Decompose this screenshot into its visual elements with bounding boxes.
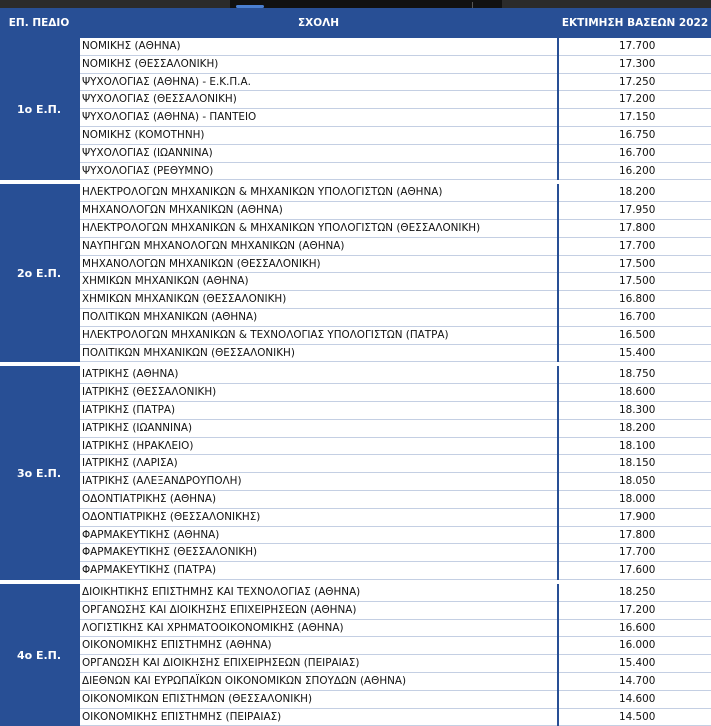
score-cell: 17.950 — [559, 202, 711, 220]
score-cell: 18.200 — [559, 420, 711, 438]
field-group-label: 3ο Ε.Π. — [16, 466, 62, 480]
school-cell: ΔΙΟΙΚΗΤΙΚΗΣ ΕΠΙΣΤΗΜΗΣ ΚΑΙ ΤΕΧΝΟΛΟΓΙΑΣ (ΑΘΗΝΑ) — [80, 584, 557, 602]
score-cell: 18.100 — [559, 438, 711, 456]
score-cell: 18.000 — [559, 491, 711, 509]
school-cell: ΙΑΤΡΙΚΗΣ (ΑΛΕΞΑΝΔΡΟΥΠΟΛΗ) — [80, 473, 557, 491]
school-cell: ΜΗΧΑΝΟΛΟΓΩΝ ΜΗΧΑΝΙΚΩΝ (ΑΘΗΝΑ) — [80, 202, 557, 220]
field-group-label: 1ο Ε.Π. — [16, 102, 62, 116]
score-cell: 17.700 — [559, 238, 711, 256]
school-cell: ΝΟΜΙΚΗΣ (ΑΘΗΝΑ) — [80, 38, 557, 56]
school-cell: ΛΟΓΙΣΤΙΚΗΣ ΚΑΙ ΧΡΗΜΑΤΟΟΙΚΟΝΟΜΙΚΗΣ (ΑΘΗΝΑ) — [80, 620, 557, 638]
school-cell: ΗΛΕΚΤΡΟΛΟΓΩΝ ΜΗΧΑΝΙΚΩΝ & ΜΗΧΑΝΙΚΩΝ ΥΠΟΛΟΓΙΣΤΩΝ (ΑΘΗΝΑ) — [80, 184, 557, 202]
score-cell: 17.200 — [559, 91, 711, 109]
score-cell: 17.500 — [559, 256, 711, 274]
score-cell: 16.800 — [559, 291, 711, 309]
score-cell: 14.600 — [559, 691, 711, 709]
school-cell: ΠΟΛΙΤΙΚΩΝ ΜΗΧΑΝΙΚΩΝ (ΘΕΣΣΑΛΟΝΙΚΗ) — [80, 345, 557, 363]
school-cell: ΧΗΜΙΚΩΝ ΜΗΧΑΝΙΚΩΝ (ΑΘΗΝΑ) — [80, 273, 557, 291]
score-cell: 17.700 — [559, 544, 711, 562]
school-cell: ΟΙΚΟΝΟΜΙΚΗΣ ΕΠΙΣΤΗΜΗΣ (ΑΘΗΝΑ) — [80, 637, 557, 655]
header-field: ΕΠ. ΠΕΔΙΟ — [8, 17, 70, 29]
school-cell: ΟΡΓΑΝΩΣΗΣ ΚΑΙ ΔΙΟΙΚΗΣΗΣ ΕΠΙΧΕΙΡΗΣΕΩΝ (ΑΘΗΝΑ) — [80, 602, 557, 620]
school-cell: ΟΔΟΝΤΙΑΤΡΙΚΗΣ (ΑΘΗΝΑ) — [80, 491, 557, 509]
school-cell: ΝΟΜΙΚΗΣ (ΘΕΣΣΑΛΟΝΙΚΗ) — [80, 56, 557, 74]
score-cell: 16.700 — [559, 309, 711, 327]
score-cell: 17.600 — [559, 562, 711, 580]
score-column — [559, 366, 711, 580]
school-cell: ΦΑΡΜΑΚΕΥΤΙΚΗΣ (ΠΑΤΡΑ) — [80, 562, 557, 580]
top-bar-tab-area — [230, 0, 502, 8]
field-group-label: 2ο Ε.Π. — [16, 266, 62, 280]
school-cell: ΦΑΡΜΑΚΕΥΤΙΚΗΣ (ΘΕΣΣΑΛΟΝΙΚΗ) — [80, 544, 557, 562]
score-cell: 16.500 — [559, 327, 711, 345]
school-cell: ΝΑΥΠΗΓΩΝ ΜΗΧΑΝΟΛΟΓΩΝ ΜΗΧΑΝΙΚΩΝ (ΑΘΗΝΑ) — [80, 238, 557, 256]
school-cell: ΙΑΤΡΙΚΗΣ (ΠΑΤΡΑ) — [80, 402, 557, 420]
field-group — [0, 584, 711, 726]
school-cell: ΜΗΧΑΝΟΛΟΓΩΝ ΜΗΧΑΝΙΚΩΝ (ΘΕΣΣΑΛΟΝΙΚΗ) — [80, 256, 557, 274]
score-cell: 16.200 — [559, 163, 711, 181]
browser-top-bar — [0, 0, 711, 8]
school-cell: ΙΑΤΡΙΚΗΣ (ΛΑΡΙΣΑ) — [80, 455, 557, 473]
score-cell: 17.300 — [559, 56, 711, 74]
school-cell: ΙΑΤΡΙΚΗΣ (ΗΡΑΚΛΕΙΟ) — [80, 438, 557, 456]
score-cell: 17.200 — [559, 602, 711, 620]
school-cell: ΗΛΕΚΤΡΟΛΟΓΩΝ ΜΗΧΑΝΙΚΩΝ & ΜΗΧΑΝΙΚΩΝ ΥΠΟΛΟΓΙΣΤΩΝ (ΘΕΣΣΑΛΟΝΙΚΗ) — [80, 220, 557, 238]
score-cell: 14.700 — [559, 673, 711, 691]
school-cell: ΨΥΧΟΛΟΓΙΑΣ (ΙΩΑΝΝΙΝΑ) — [80, 145, 557, 163]
school-cell: ΨΥΧΟΛΟΓΙΑΣ (ΘΕΣΣΑΛΟΝΙΚΗ) — [80, 91, 557, 109]
score-cell: 16.000 — [559, 637, 711, 655]
school-cell: ΧΗΜΙΚΩΝ ΜΗΧΑΝΙΚΩΝ (ΘΕΣΣΑΛΟΝΙΚΗ) — [80, 291, 557, 309]
score-cell: 18.050 — [559, 473, 711, 491]
school-cell: ΙΑΤΡΙΚΗΣ (ΙΩΑΝΝΙΝΑ) — [80, 420, 557, 438]
school-column — [80, 184, 557, 362]
school-cell: ΦΑΡΜΑΚΕΥΤΙΚΗΣ (ΑΘΗΝΑ) — [80, 527, 557, 545]
score-cell: 16.750 — [559, 127, 711, 145]
score-cell: 18.300 — [559, 402, 711, 420]
score-cell: 17.800 — [559, 220, 711, 238]
table-header — [0, 8, 711, 38]
score-cell: 18.250 — [559, 584, 711, 602]
school-cell: ΟΔΟΝΤΙΑΤΡΙΚΗΣ (ΘΕΣΣΑΛΟΝΙΚΗΣ) — [80, 509, 557, 527]
score-cell: 18.750 — [559, 366, 711, 384]
score-cell: 16.700 — [559, 145, 711, 163]
score-cell: 14.500 — [559, 709, 711, 726]
score-cell: 17.900 — [559, 509, 711, 527]
score-cell: 17.150 — [559, 109, 711, 127]
score-cell: 18.200 — [559, 184, 711, 202]
score-column — [559, 38, 711, 180]
school-cell: ΨΥΧΟΛΟΓΙΑΣ (ΑΘΗΝΑ) - ΠΑΝΤΕΙΟ — [80, 109, 557, 127]
header-school: ΣΧΟΛΗ — [297, 17, 340, 29]
school-cell: ΟΙΚΟΝΟΜΙΚΗΣ ΕΠΙΣΤΗΜΗΣ (ΠΕΙΡΑΙΑΣ) — [80, 709, 557, 726]
school-cell: ΟΡΓΑΝΩΣΗ ΚΑΙ ΔΙΟΙΚΗΣΗΣ ΕΠΙΧΕΙΡΗΣΕΩΝ (ΠΕΙΡΑΙΑΣ) — [80, 655, 557, 673]
score-column — [559, 584, 711, 726]
field-group-label: 4ο Ε.Π. — [16, 648, 62, 662]
school-column — [80, 584, 557, 726]
score-column — [559, 184, 711, 362]
field-group — [0, 366, 711, 580]
school-cell: ΝΟΜΙΚΗΣ (ΚΟΜΟΤΗΝΗ) — [80, 127, 557, 145]
school-column — [80, 38, 557, 180]
score-cell: 17.250 — [559, 74, 711, 92]
score-cell: 17.700 — [559, 38, 711, 56]
school-cell: ΨΥΧΟΛΟΓΙΑΣ (ΑΘΗΝΑ) - Ε.Κ.Π.Α. — [80, 74, 557, 92]
school-cell: ΟΙΚΟΝΟΜΙΚΩΝ ΕΠΙΣΤΗΜΩΝ (ΘΕΣΣΑΛΟΝΙΚΗ) — [80, 691, 557, 709]
score-cell: 17.800 — [559, 527, 711, 545]
school-cell: ΠΟΛΙΤΙΚΩΝ ΜΗΧΑΝΙΚΩΝ (ΑΘΗΝΑ) — [80, 309, 557, 327]
score-cell: 15.400 — [559, 345, 711, 363]
score-cell: 15.400 — [559, 655, 711, 673]
school-cell: ΨΥΧΟΛΟΓΙΑΣ (ΡΕΘΥΜΝΟ) — [80, 163, 557, 181]
score-cell: 18.600 — [559, 384, 711, 402]
field-group — [0, 184, 711, 362]
field-group — [0, 38, 711, 180]
score-cell: 18.150 — [559, 455, 711, 473]
header-score: ΕΚΤΙΜΗΣΗ ΒΑΣΕΩΝ 2022 — [561, 17, 709, 29]
score-cell: 17.500 — [559, 273, 711, 291]
school-cell: ΔΙΕΘΝΩΝ ΚΑΙ ΕΥΡΩΠΑΪΚΩΝ ΟΙΚΟΝΟΜΙΚΩΝ ΣΠΟΥΔΩΝ (ΑΘΗΝΑ) — [80, 673, 557, 691]
school-cell: ΙΑΤΡΙΚΗΣ (ΘΕΣΣΑΛΟΝΙΚΗ) — [80, 384, 557, 402]
score-cell: 16.600 — [559, 620, 711, 638]
school-column — [80, 366, 557, 580]
school-cell: ΗΛΕΚΤΡΟΛΟΓΩΝ ΜΗΧΑΝΙΚΩΝ & ΤΕΧΝΟΛΟΓΙΑΣ ΥΠΟΛΟΓΙΣΤΩΝ (ΠΑΤΡΑ) — [80, 327, 557, 345]
school-cell: ΙΑΤΡΙΚΗΣ (ΑΘΗΝΑ) — [80, 366, 557, 384]
